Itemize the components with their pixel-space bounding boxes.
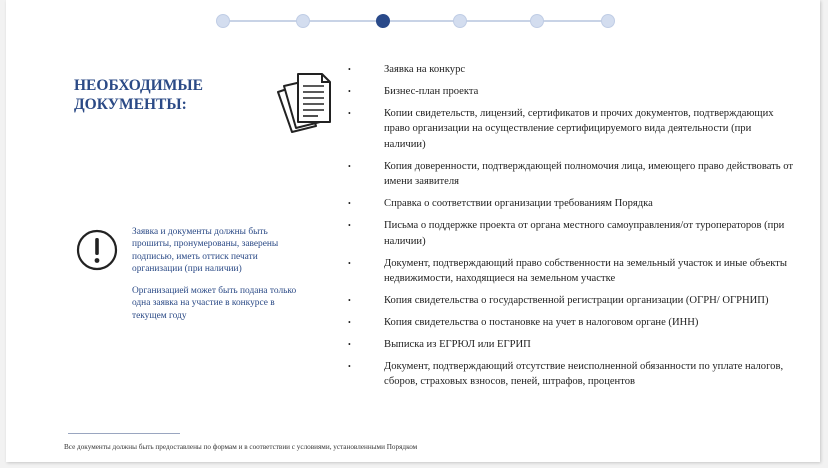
requirements-note: [132, 226, 302, 322]
list-item: • Заявка на конкурс: [344, 62, 794, 77]
footer-note: Все документы должны быть предоставлены по формам и в соответствии с условиями, установленными Порядком: [64, 443, 418, 451]
list-item: • Документ, подтверждающий право собственности на земельный участок и иные объекты недвижимости, находящиеся на земельном участке: [348, 257, 788, 285]
list-item: • Копии свидетельств, лицензий, сертификатов и прочих документов, подтверждающих право организации на осуществление сертифицируемого вида деятельности (при наличии): [348, 108, 774, 150]
progress-step[interactable]: [530, 14, 544, 28]
bullet: •: [348, 340, 351, 350]
list-item: • Копия свидетельства о постановке на учет в налоговом органе (ИНН): [344, 315, 794, 330]
list-item: • Документ, подтверждающий отсутствие неисполненной обязанности по уплате налогов, сборов, страховых взносов, пеней, штрафов, процентов: [348, 361, 784, 388]
bullet: •: [348, 258, 351, 268]
footer-divider: [68, 433, 180, 434]
bullet: •: [348, 318, 351, 328]
bullet: •: [348, 65, 351, 74]
progress-line: [224, 20, 608, 22]
bullet: •: [348, 199, 351, 209]
progress-step[interactable]: [296, 14, 310, 28]
page-title: НЕОБХОДИМЫЕ ДОКУМЕНТЫ:: [74, 77, 203, 113]
documents-stack-icon: [272, 72, 336, 134]
progress-step-current[interactable]: [376, 14, 390, 28]
note-rules: Заявка и документы должны быть прошиты, пронумерованы, заверены подписью, иметь оттиск печати организации (при наличии): [132, 227, 279, 274]
list-item: • Справка о соответствии организации требованиям Порядка: [344, 196, 794, 211]
bullet: •: [348, 362, 351, 372]
slide: [6, 0, 820, 462]
list-item: • Копия доверенности, подтверждающей полномочия лица, имеющего право действовать от имени заявителя: [348, 160, 794, 188]
list-item: • Копия свидетельства о государственной регистрации организации (ОГРН/ ОГРНИП): [344, 293, 794, 308]
progress-step[interactable]: [453, 14, 467, 28]
progress-step[interactable]: [601, 14, 615, 28]
bullet: •: [348, 221, 351, 231]
documents-list: [344, 62, 794, 396]
bullet: •: [348, 87, 351, 96]
progress-stepper: [216, 13, 616, 29]
list-item: • Бизнес-план проекта: [344, 84, 794, 99]
list-item: • Письма о поддержке проекта от органа местного самоуправления/от туроператоров (при наличии): [348, 220, 785, 247]
bullet: •: [348, 296, 351, 306]
note-limit: Организацией может быть подана только одна заявка на участие в конкурсе в текущем году: [132, 286, 297, 321]
bullet: •: [348, 161, 351, 171]
exclamation-circle-icon: [76, 229, 118, 271]
progress-step[interactable]: [216, 14, 230, 28]
list-item: • Выписка из ЕГРЮЛ или ЕГРИП: [344, 337, 794, 352]
bullet: •: [348, 109, 351, 118]
